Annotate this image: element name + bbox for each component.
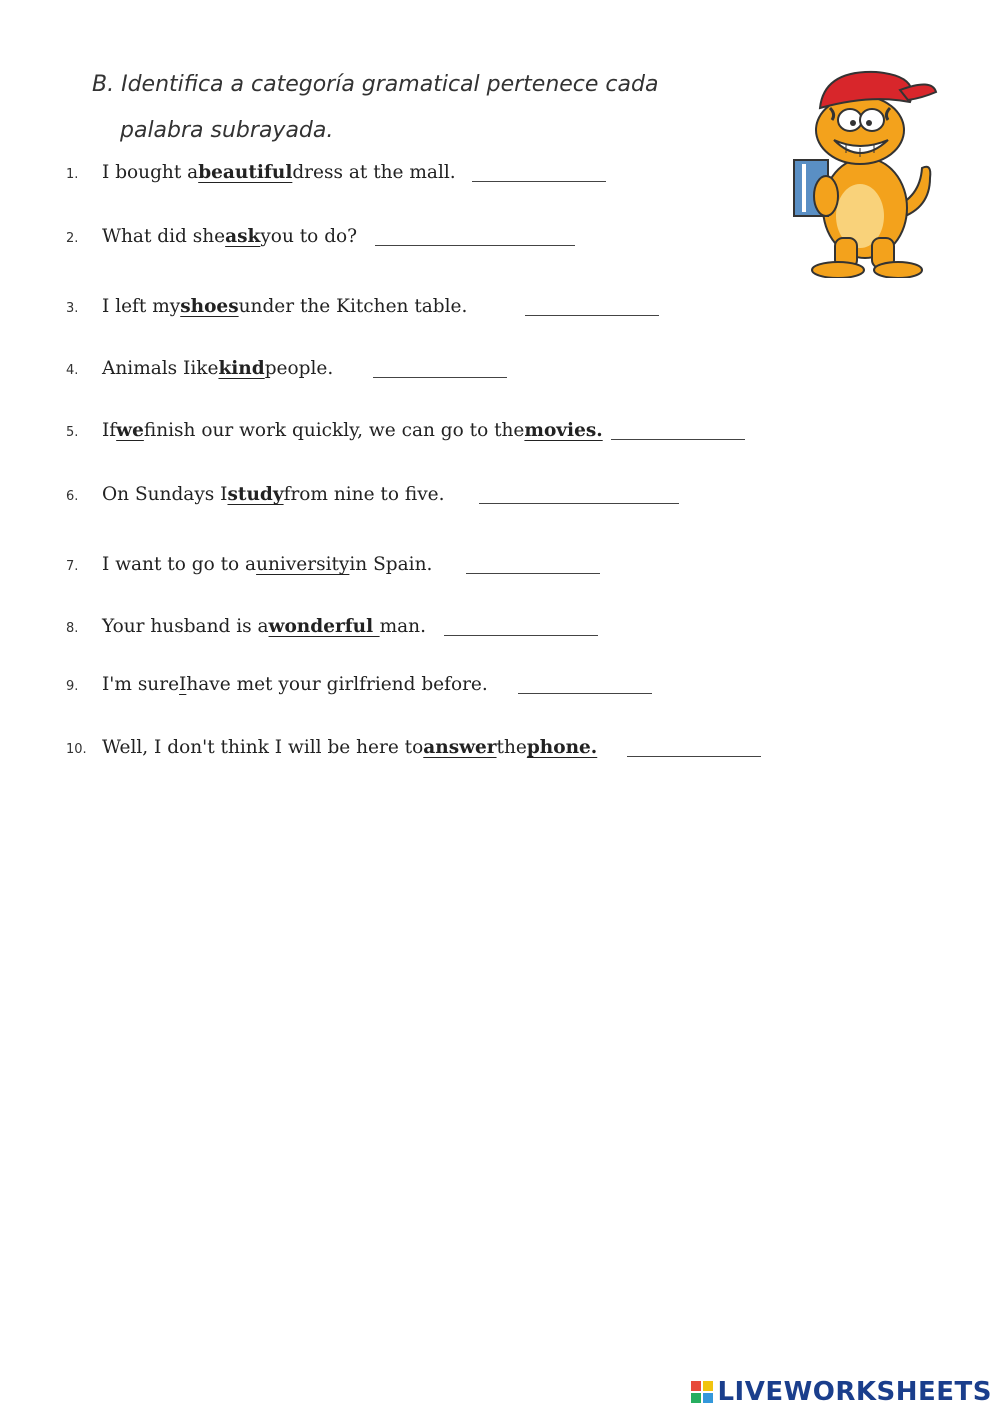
item-number: 9.: [66, 679, 79, 694]
item-number: 5.: [66, 425, 79, 440]
brand-name: LIVEWORKSHEETS: [717, 1377, 992, 1407]
list-item: [66, 162, 606, 192]
underlined-word: we: [116, 420, 144, 441]
underlined-word: kind: [218, 358, 265, 379]
answer-blank[interactable]: [479, 502, 679, 504]
list-item: [66, 358, 507, 388]
answer-blank[interactable]: [472, 180, 606, 182]
item-text: What did she: [102, 226, 226, 247]
list-item: [66, 420, 745, 450]
answer-blank[interactable]: [375, 244, 575, 246]
title-line-2: palabra subrayada.: [120, 118, 334, 143]
underlined-word: shoes: [180, 296, 239, 317]
item-number: 8.: [66, 621, 79, 636]
underlined-word: movies.: [524, 420, 603, 441]
item-text: I want to go to a: [102, 554, 257, 575]
item-text: I'm sure: [102, 674, 180, 695]
item-number: 1.: [66, 167, 79, 182]
liveworksheets-logo-icon: [691, 1381, 713, 1403]
list-item: [66, 226, 575, 256]
answer-blank[interactable]: [611, 438, 745, 440]
item-text: under the Kitchen table.: [238, 296, 468, 317]
item-number: 4.: [66, 363, 79, 378]
item-text: I left my: [102, 296, 181, 317]
list-item: [66, 616, 598, 646]
list-item: [66, 296, 659, 326]
liveworksheets-logo[interactable]: [691, 1377, 992, 1407]
item-text: Well, I don't think I will be here to: [102, 737, 424, 758]
underlined-word: study: [227, 484, 284, 505]
list-item: [66, 554, 600, 584]
list-item: [66, 674, 652, 704]
title-line-1: B. Identifica a categoría gramatical pertenece cada: [92, 72, 659, 97]
underlined-word: university: [256, 554, 350, 575]
worksheet-title: [92, 62, 752, 154]
item-text: you to do?: [260, 226, 358, 247]
underlined-word: phone.: [526, 737, 598, 758]
underlined-word: wonderful: [268, 616, 380, 637]
underlined-word: beautiful: [198, 162, 293, 183]
item-text: from nine to five.: [283, 484, 445, 505]
item-text: I bought a: [102, 162, 199, 183]
item-text: If: [102, 420, 117, 441]
answer-blank[interactable]: [373, 376, 507, 378]
item-text: people.: [264, 358, 334, 379]
item-number: 10.: [66, 742, 87, 757]
answer-blank[interactable]: [627, 755, 761, 757]
item-number: 3.: [66, 301, 79, 316]
item-text: have met your girlfriend before.: [186, 674, 488, 695]
item-text: dress at the mall.: [292, 162, 456, 183]
item-text: in Spain.: [349, 554, 433, 575]
answer-blank[interactable]: [518, 692, 652, 694]
underlined-word: ask: [225, 226, 261, 247]
item-text: the: [496, 737, 527, 758]
item-text: man.: [379, 616, 426, 637]
item-number: 7.: [66, 559, 79, 574]
item-text: finish our work quickly, we can go to the: [143, 420, 525, 441]
item-text: Animals Iike: [102, 358, 219, 379]
answer-blank[interactable]: [466, 572, 600, 574]
item-text: Your husband is a: [102, 616, 269, 637]
underlined-word: I: [179, 674, 187, 695]
list-item: [66, 737, 761, 767]
garfield-illustration: [780, 68, 940, 278]
answer-blank[interactable]: [525, 314, 659, 316]
answer-blank[interactable]: [444, 634, 598, 636]
item-number: 2.: [66, 231, 79, 246]
list-item: [66, 484, 679, 514]
underlined-word: answer: [423, 737, 497, 758]
item-text: On Sundays I: [102, 484, 228, 505]
item-number: 6.: [66, 489, 79, 504]
